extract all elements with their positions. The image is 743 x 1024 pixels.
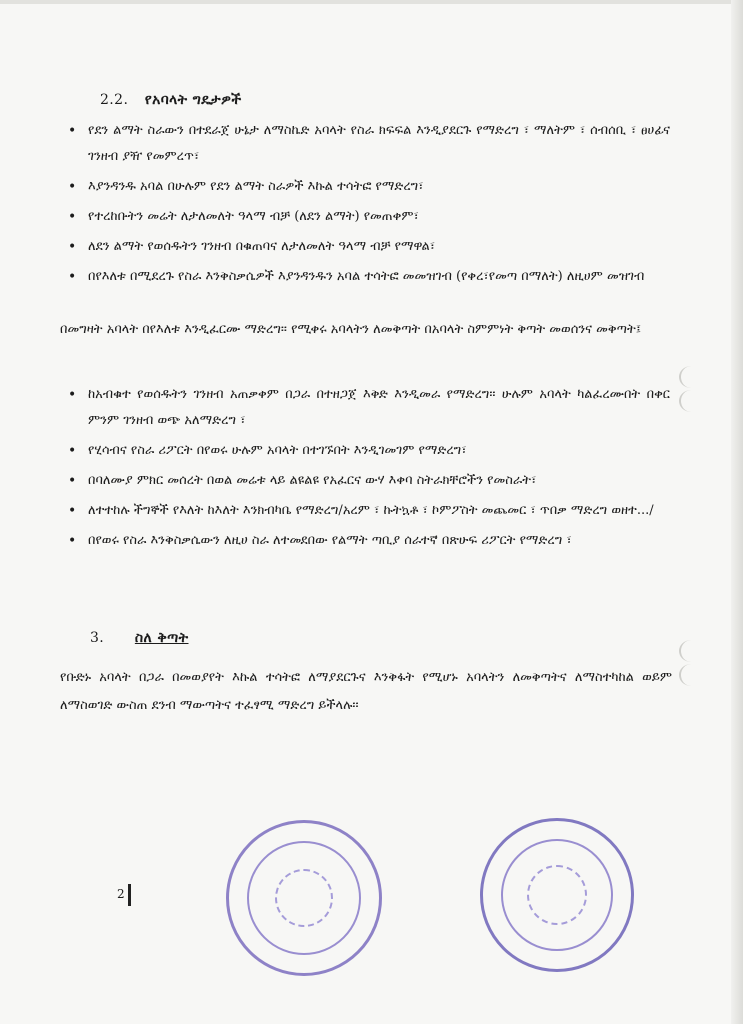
list-item: • በባለሙያ ምክር መሰረት በወል መሬቱ ላይ ልዩልዩ የአፈርና ውሃ እቀባ ስትራክቸሮችን የመስራት፣ xyxy=(70,468,670,494)
page-right-edge xyxy=(731,0,743,1024)
official-seal-stamp xyxy=(226,820,382,976)
punch-hole-mark xyxy=(679,390,703,412)
page-number-mark xyxy=(128,884,131,906)
page-top-edge xyxy=(0,0,743,4)
section-number: 3. xyxy=(90,630,105,646)
body-paragraph: የቡድኑ አባላት በጋራ በመወያየት እኩል ተሳትፎ ለማያደርጉና እንቅፋት የሚሆኑ አባላትን ለመቅጣትና ለማስተካከል ወይም ለማስወገድ ውስጠ ደንብ ማውጣትና ተፈፃሚ ማድረግ ይችላሉ፡፡ xyxy=(60,670,672,713)
list-item: • ለተተከሉ ችግኞች የእለት ከእለት እንክብካቤ የማድረግ/አረም ፣ ኩትኳቶ ፣ ኮምፖስት መጨመር ፣ ጥበቃ ማድረግ ወዘተ.../ xyxy=(70,498,670,524)
list-item: • በየወሩ የስራ እንቅስቃሴውን ለዚሀ ስራ ለተመደበው የልማት ጣቢያ ሰራተኛ በጽሁፍ ሪፖርት የማድረግ ፣ xyxy=(70,528,670,554)
punch-hole-mark xyxy=(679,366,703,388)
duties-list-continued xyxy=(70,382,670,558)
section-number: 2.2. xyxy=(100,92,129,108)
seal-emblem xyxy=(275,869,333,927)
seal-emblem xyxy=(527,865,587,925)
section-title: ስለ ቅጣት xyxy=(134,630,189,646)
punch-hole-mark xyxy=(679,664,703,686)
list-item: • በየእለቱ በሚደረጉ የስራ እንቅስቃሴዎች እያንዳንዱን አባል ተሳትፎ መመዝገብ (የቀረ፣የመጣ በማለት) ለዚሀም መዝገብ xyxy=(70,264,670,290)
duties-list xyxy=(70,118,670,294)
list-item: • የሂሳብና የስራ ሪፖርት በየወሩ ሁሉም አባላት በተገኙበት እንዲገመገም የማድረግ፣ xyxy=(70,438,670,464)
punch-hole-mark xyxy=(679,640,703,662)
list-item: • ከአብቁተ የወሰዱትን ገንዘብ አጠቃቀም በጋራ በተዘጋጀ እቅድ እንዲመራ የማድረግ፡፡ ሁሉም አባላት ካልፈረሙበት በቀር ምንም ገንዘብ ወጭ አለማድረግ ፣ xyxy=(70,382,670,434)
body-paragraph: በመግዛት አባላት በየእለቱ እንዲፈርሙ ማድረግ፡፡ የሚቀሩ አባላትን ለመቅጣት በአባላት ስምምነት ቅጣት መወሰንና መቅጣት፤ xyxy=(60,322,642,337)
section-title: የአባላት ግዴታዎች xyxy=(144,92,242,108)
section-heading-3 xyxy=(90,630,189,646)
list-item: • ለደን ልማት የወሰዱትን ገንዘብ በቁጠባና ለታለመለት ዓላማ ብቻ የማዋል፣ xyxy=(70,234,670,260)
list-item: • እያንዳንዱ አባል በሁሉም የደን ልማት ስራዎች እኩል ተሳትፎ የማድረግ፣ xyxy=(70,174,670,200)
official-seal-stamp xyxy=(480,818,634,972)
list-item: • የተረከቡትን መሬት ለታለመለት ዓላማ ብቻ (ለደን ልማት) የመጠቀም፣ xyxy=(70,204,670,230)
list-item: • የደን ልማት ስራውን በተደራጀ ሁኔታ ለማስኬድ አባላት የስራ ክፍፍል እንዲያደርጉ የማድረግ ፣ ማለትም ፣ ሰብሰቢ ፣ ፀሀፊና ገንዘብ ያዥ የመምረጥ፣ xyxy=(70,118,670,170)
section-heading-2-2 xyxy=(100,92,242,108)
page-number: 2 xyxy=(117,887,125,901)
